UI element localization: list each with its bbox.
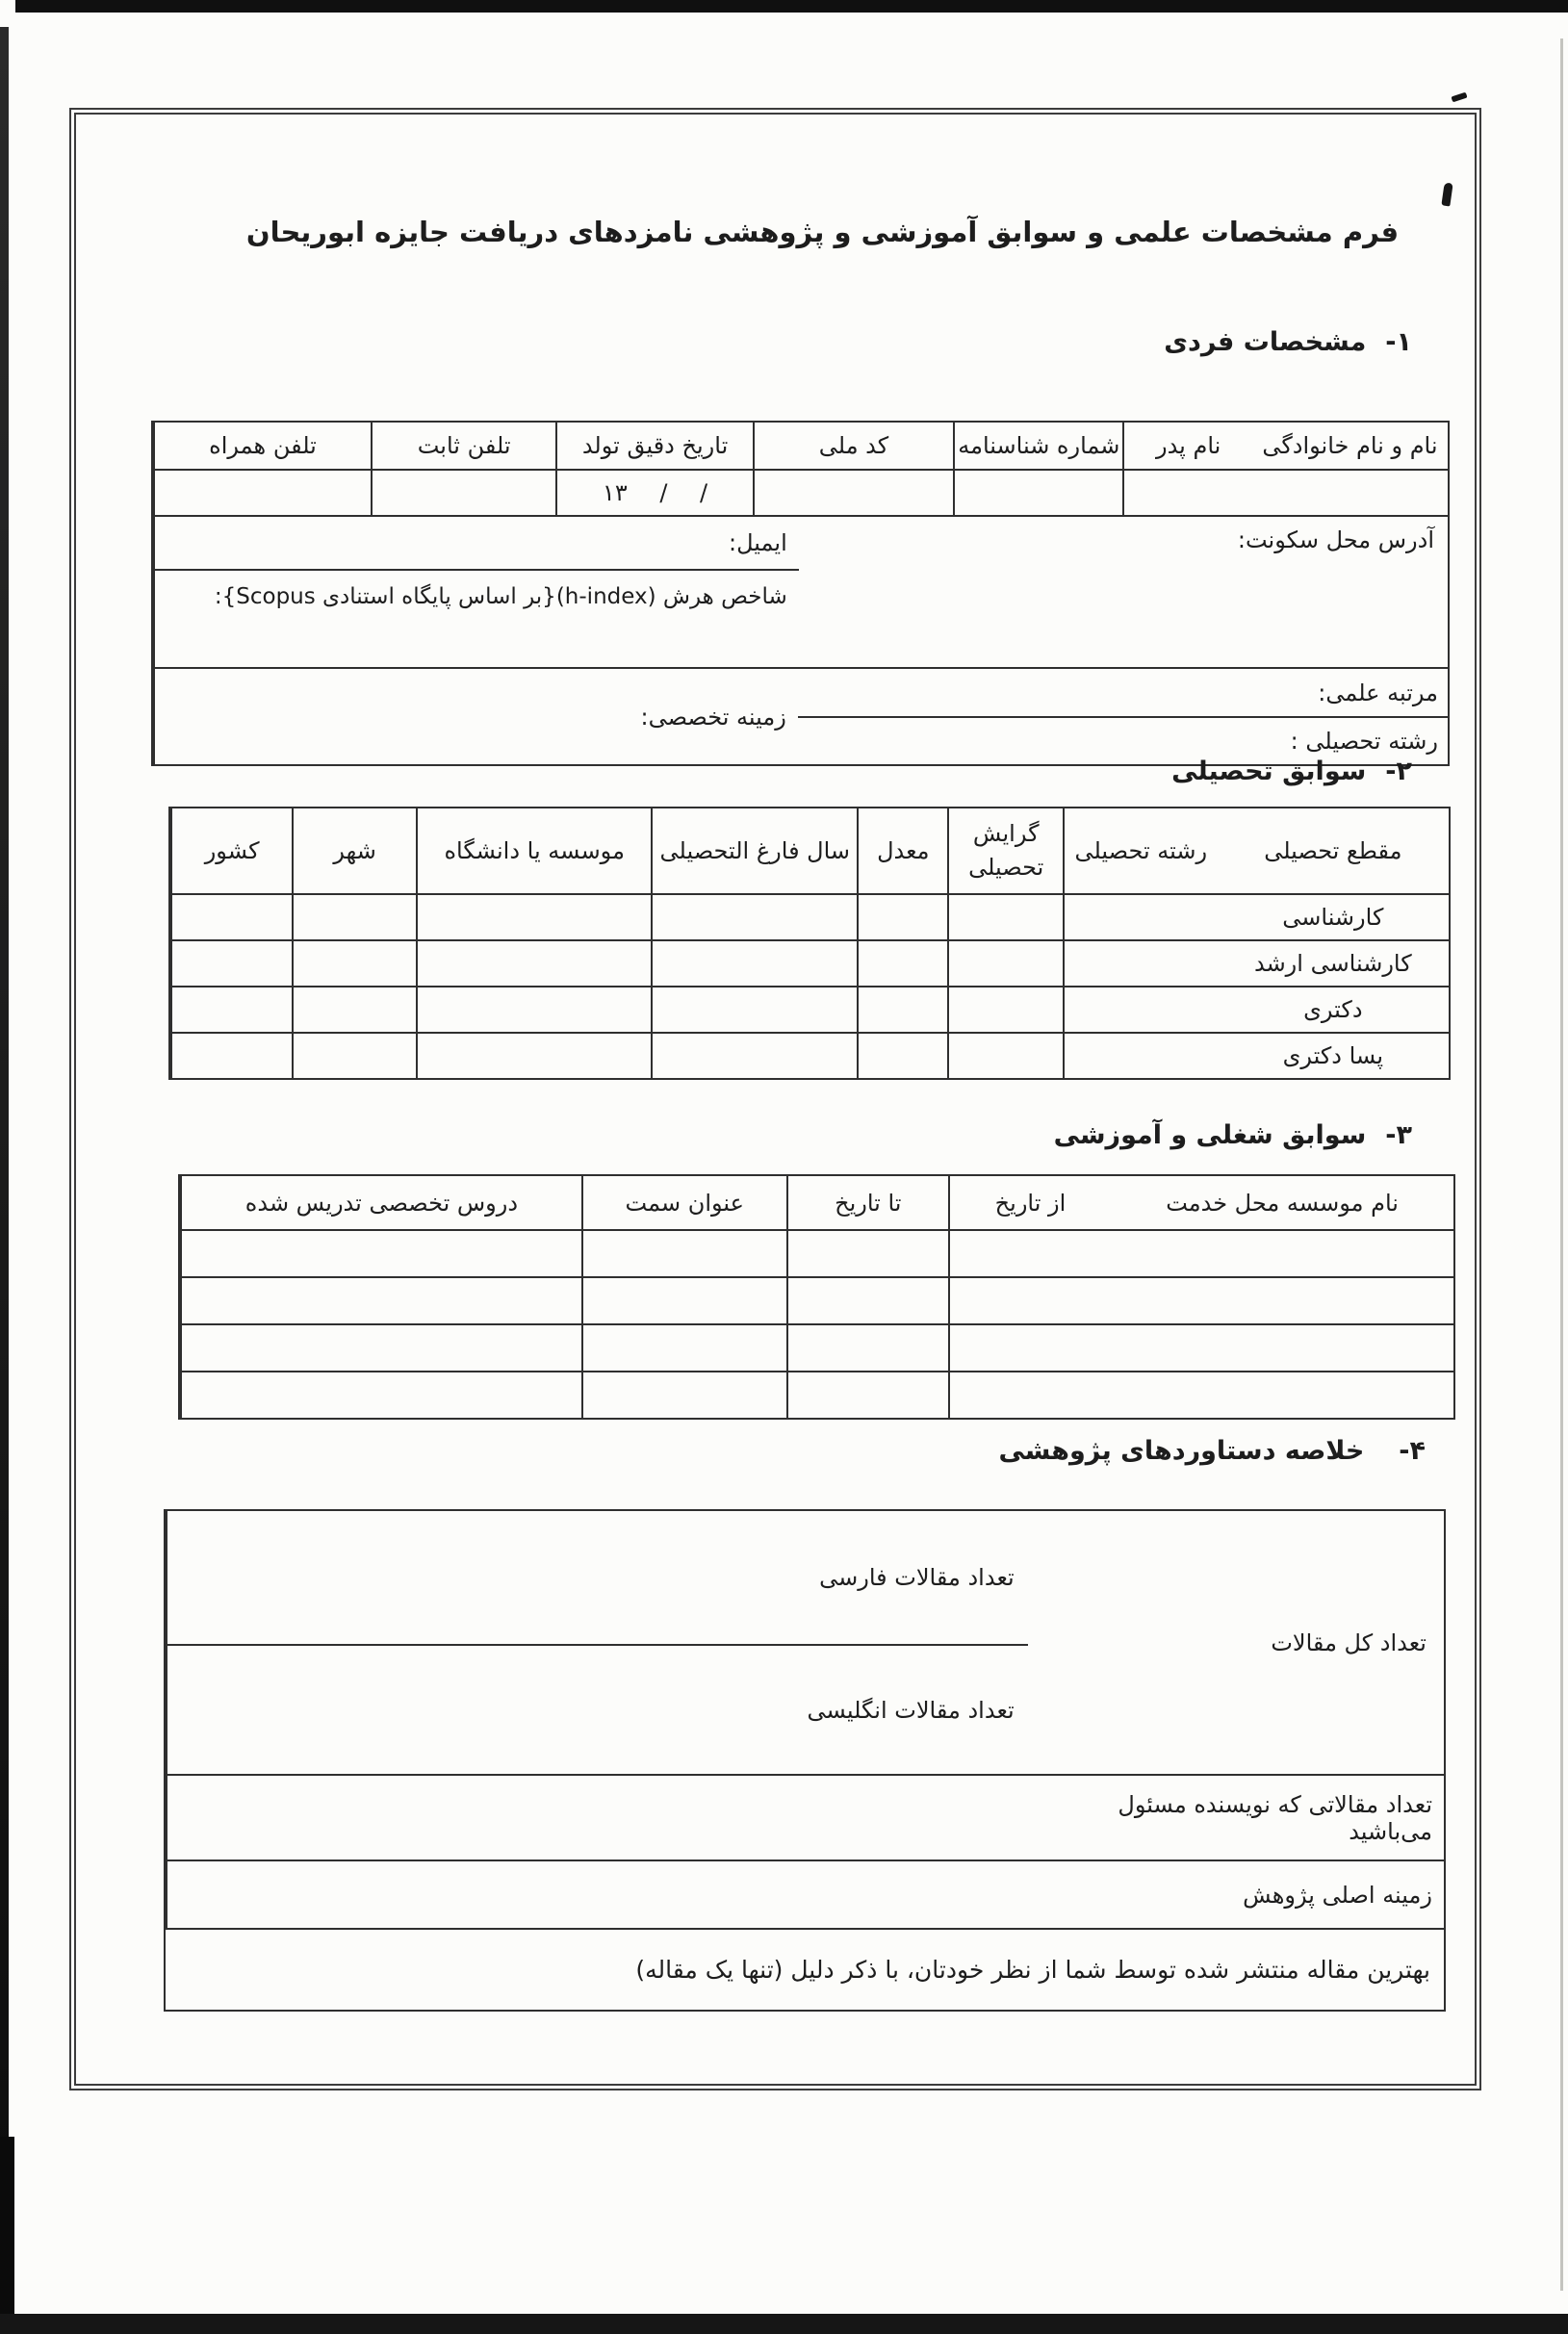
address-email-block xyxy=(153,515,1448,667)
employment-empty-row xyxy=(180,1371,1453,1418)
corresponding-author-label: تعداد مقالاتی که نویسنده مسئول می‌باشید xyxy=(1118,1790,1432,1845)
rank-specialty-block xyxy=(153,667,1448,764)
research-summary-table xyxy=(164,1509,1446,2012)
father-name-field xyxy=(1122,471,1252,515)
header-birth-date: تاریخ دقیق تولد xyxy=(555,423,752,469)
header-courses-taught: دروس تخصصی تدریس شده xyxy=(180,1176,581,1229)
scan-edge-top xyxy=(15,0,1568,13)
section-4-number: ۴- xyxy=(1399,1436,1426,1466)
header-father-name: نام پدر xyxy=(1122,423,1252,469)
persian-articles-field: تعداد مقالات فارسی xyxy=(819,1564,1015,1591)
corresponding-author-field xyxy=(166,1776,1027,1860)
header-study-field: رشته تحصیلی xyxy=(1063,808,1218,893)
education-row-phd xyxy=(170,986,1449,1032)
degree-label: دکتری xyxy=(1303,996,1363,1023)
header-full-name: نام و نام خانوادگی xyxy=(1262,432,1438,459)
main-research-field-row xyxy=(166,1860,1444,1928)
corresponding-author-row xyxy=(166,1774,1444,1860)
full-name-field xyxy=(1252,471,1448,515)
specialty-field: زمینه تخصصی: xyxy=(153,669,798,764)
employment-header-row xyxy=(180,1176,1453,1229)
header-national-code: کد ملی xyxy=(753,423,953,469)
section-2-number: ۲- xyxy=(1385,757,1412,786)
header-city: شهر xyxy=(292,808,416,893)
national-code-field xyxy=(753,471,953,515)
section-4-heading xyxy=(998,1436,1426,1466)
personal-table xyxy=(151,421,1450,766)
header-graduation-year: سال فارغ التحصیلی xyxy=(651,808,857,893)
mobile-field xyxy=(153,471,371,515)
degree-label: کارشناسی ارشد xyxy=(1253,950,1412,977)
education-row-bachelor xyxy=(170,893,1449,939)
total-articles-label: تعداد کل مقالات xyxy=(1271,1629,1427,1656)
section-3-number: ۳- xyxy=(1385,1120,1412,1150)
scan-edge-bottom xyxy=(0,2314,1568,2334)
main-research-field-label: زمینه اصلی پژوهش xyxy=(1243,1881,1432,1909)
section-4-title: خلاصه دستاوردهای پژوهشی xyxy=(998,1436,1365,1466)
personal-entry-row xyxy=(153,469,1448,515)
degree-label: کارشناسی xyxy=(1282,904,1384,931)
scan-edge-left xyxy=(0,27,9,2334)
section-2-title: سوابق تحصیلی xyxy=(1171,757,1367,786)
ink-dash-mark xyxy=(1451,92,1467,103)
section-2-heading xyxy=(1171,757,1412,786)
study-field-field: رشته تحصیلی : xyxy=(798,716,1448,764)
birth-date-field xyxy=(555,471,752,515)
employment-table xyxy=(178,1174,1455,1420)
header-gpa: معدل xyxy=(857,808,947,893)
email-field: ایمیل: xyxy=(729,529,787,556)
degree-label: پسا دکتری xyxy=(1282,1042,1384,1069)
section-1-heading xyxy=(1164,327,1412,357)
education-header-row xyxy=(170,808,1449,893)
landline-field xyxy=(371,471,555,515)
header-degree-level: مقطع تحصیلی xyxy=(1264,836,1402,864)
education-row-postdoc xyxy=(170,1032,1449,1078)
best-paper-row: بهترین مقاله منتشر شده توسط شما از نظر خودتان، با ذکر دلیل (تنها یک مقاله) xyxy=(166,1928,1444,2010)
section-1-number: ۱- xyxy=(1385,327,1412,357)
scan-edge-left-blob xyxy=(0,2137,14,2334)
header-id-number: شماره شناسنامه xyxy=(953,423,1122,469)
header-landline: تلفن ثابت xyxy=(371,423,555,469)
id-number-field xyxy=(953,471,1122,515)
employment-empty-row xyxy=(180,1229,1453,1276)
section-3-title: سوابق شغلی و آموزشی xyxy=(1053,1120,1367,1150)
header-study-branch: گرایش تحصیلی xyxy=(947,808,1063,893)
employment-empty-row xyxy=(180,1323,1453,1371)
section-1-title: مشخصات فردی xyxy=(1164,327,1367,357)
header-mobile: تلفن همراه xyxy=(153,423,371,469)
personal-header-row xyxy=(153,423,1448,469)
section-3-heading xyxy=(1054,1120,1412,1150)
form-title: فرم مشخصات علمی و سوابق آموزشی و پژوهشی نامزدهای دریافت جایزه ابوریحان xyxy=(245,216,1400,248)
academic-rank-field: مرتبه علمی: xyxy=(1318,679,1438,706)
header-position: عنوان سمت xyxy=(581,1176,786,1229)
header-university: موسسه یا دانشگاه xyxy=(416,808,651,893)
header-from-date: از تاریخ xyxy=(948,1176,1111,1229)
education-table xyxy=(168,807,1451,1080)
header-country: کشور xyxy=(170,808,292,893)
h-index-field: شاخص هرش (h-index){بر اساس پایگاه استنادی Scopus}: xyxy=(155,569,799,667)
english-articles-field: تعداد مقالات انگلیسی xyxy=(167,1644,1028,1774)
employment-empty-row xyxy=(180,1276,1453,1323)
main-research-field-field xyxy=(166,1861,1027,1928)
birth-date-prefill: ۱۳ / / xyxy=(602,479,708,506)
header-to-date: تا تاریخ xyxy=(786,1176,948,1229)
scan-edge-right xyxy=(1560,38,1563,2291)
header-institution: نام موسسه محل خدمت xyxy=(1166,1189,1399,1217)
education-row-master xyxy=(170,939,1449,986)
total-articles-block xyxy=(166,1511,1444,1774)
address-field: آدرس محل سکونت: xyxy=(1237,526,1434,553)
